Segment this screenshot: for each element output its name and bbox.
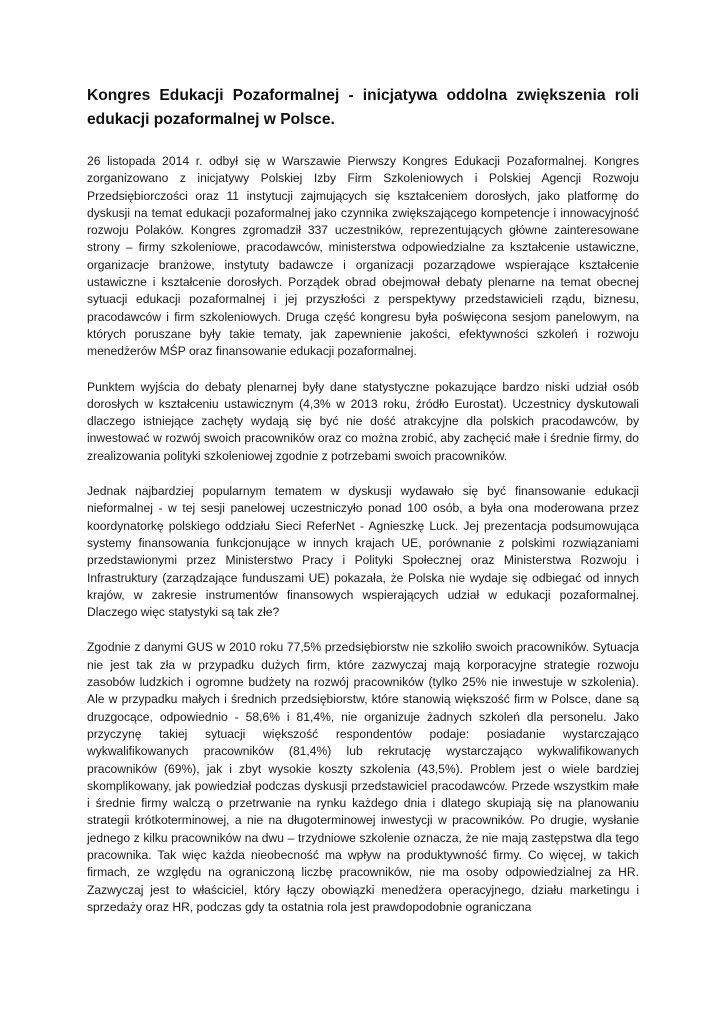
paragraph-intro: 26 listopada 2014 r. odbył się w Warszawie Pierwszy Kongres Edukacji Pozaformalnej. Kongres zorganizowano z inicjatywy Polskiej Izby Firm Szkoleniowych i Polskiej Agencji Rozwoju Przedsiębiorczości oraz 11 instytucji zajmujących się kształceniem dorosłych, jako platformę do dyskusji na temat edukacji pozaformalnej jako czynnika zwiększającego kompetencje i innowacyjność rozwoju Polaków. Kongres zgromadził 337 uczestników, reprezentujących główne zainteresowane strony – firmy szkoleniowe, pracodawców, ministerstwa odpowiedzialne za kształcenie ustawiczne, organizacje branżowe, instytuty badawcze i organizacji pozarządowe wspierające kształcenie ustawiczne i kształcenie dorosłych. Porządek obrad obejmował debaty plenarne na temat obecnej sytuacji edukacji pozaformalnej i jej przyszłości z perspektywy przedstawicieli rządu, biznesu, pracodawców i firm szkoleniowych. Druga część kongresu była poświęcona sesjom panelowym, na których poruszane były takie tematy, jak zapewnienie jakości, efektywności szkoleń i rozwoju menedżerów MŚP oraz finansowanie edukacji pozaformalnej.: [87, 154, 639, 359]
paragraph-plenary-debate: Punktem wyjścia do debaty plenarnej były dane statystyczne pokazujące bardzo niski udział osób dorosłych w kształceniu ustawicznym (4,3% w 2013 roku, źródło Eurostat). Uczestnicy dyskutowali dlaczego istniejące zachęty wydają się być nie dość atrakcyjne dla polskich pracodawców, by inwestować w rozwój swoich pracowników oraz co można zrobić, aby zachęcić małe i średnie firmy, do zrealizowania polityki szkoleniowej zgodnie z potrzebami swoich pracowników.: [87, 379, 639, 463]
paragraph-gus-data: Zgodnie z danymi GUS w 2010 roku 77,5% przedsiębiorstw nie szkoliło swoich pracowników. Sytuacja nie jest tak zła w przypadku dużych firm, które zazwyczaj mają korporacyjne strategie rozwoju zasobów ludzkich i ogromne budżety na rozwój pracowników (tylko 25% nie inwestuje w szkolenia). Ale w przypadku małych i średnich przedsiębiorstw, które stanowią większość firm w Polsce, dane są druzgocące, odpowiednio - 58,6% i 81,4%, nie organizuje żadnych szkoleń dla personelu. Jako przyczynę takiej sytuacji większość respondentów podaje: posiadanie wystarczająco wykwalifikowanych pracowników (81,4%) lub rekrutację wystarczająco wykwalifikowanych pracowników (69%), jak i zbyt wysokie koszty szkolenia (43,5%). Problem jest o wiele bardziej skomplikowany, jak powiedział podczas dyskusji przedstawiciel pracodawców. Przede wszystkim małe i średnie firmy walczą o przetrwanie na rynku każdego dnia i dlatego skupiają się na planowaniu strategii krótkoterminowej, a nie na długoterminowej inwestycji w pracowników. Po drugie, wysłanie jednego z kilku pracowników na dwu – trzydniowe szkolenie oznacza, że nie mają zastępstwa dla tego pracownika. Tak więc każda nieobecność ma wpływ na produktywność firmy. Co więcej, w takich firmach, ze względu na ograniczoną liczbę pracowników, nie ma osoby odpowiedzialnej za HR. Zazwyczaj jest to właściciel, który łączy obowiązki menedżera operacyjnego, działu marketingu i sprzedaży oraz HR, podczas gdy ta ostatnia rola jest prawdopodobnie ograniczana: [87, 640, 639, 914]
document-title: Kongres Edukacji Pozaformalnej - inicjatywa oddolna zwiększenia roli edukacji pozaformalnej w Polsce.: [87, 87, 639, 128]
document-page: [87, 84, 639, 934]
paragraph-financing: Jednak najbardziej popularnym tematem w dyskusji wydawało się być finansowanie edukacji nieformalnej - w tej sesji panelowej uczestniczyło ponad 100 osób, a była ona moderowana przez koordynatorkę polskiego oddziału Sieci ReferNet - Agnieszkę Luck. Jej prezentacja podsumowująca systemy finansowania funkcjonujące w innych krajach UE, porównanie z polskimi rozwiązaniami przedstawionymi przez Ministerstwo Pracy i Polityki Społecznej oraz Ministerstwa Rozwoju i Infrastruktury (zarządzające funduszami UE) pokazała, że Polska nie wydaje się odbiegać od innych krajów, w zakresie instrumentów finansowych wspierających udział w edukacji pozaformalnej. Dlaczego więc statystyki są tak złe?: [87, 484, 639, 620]
